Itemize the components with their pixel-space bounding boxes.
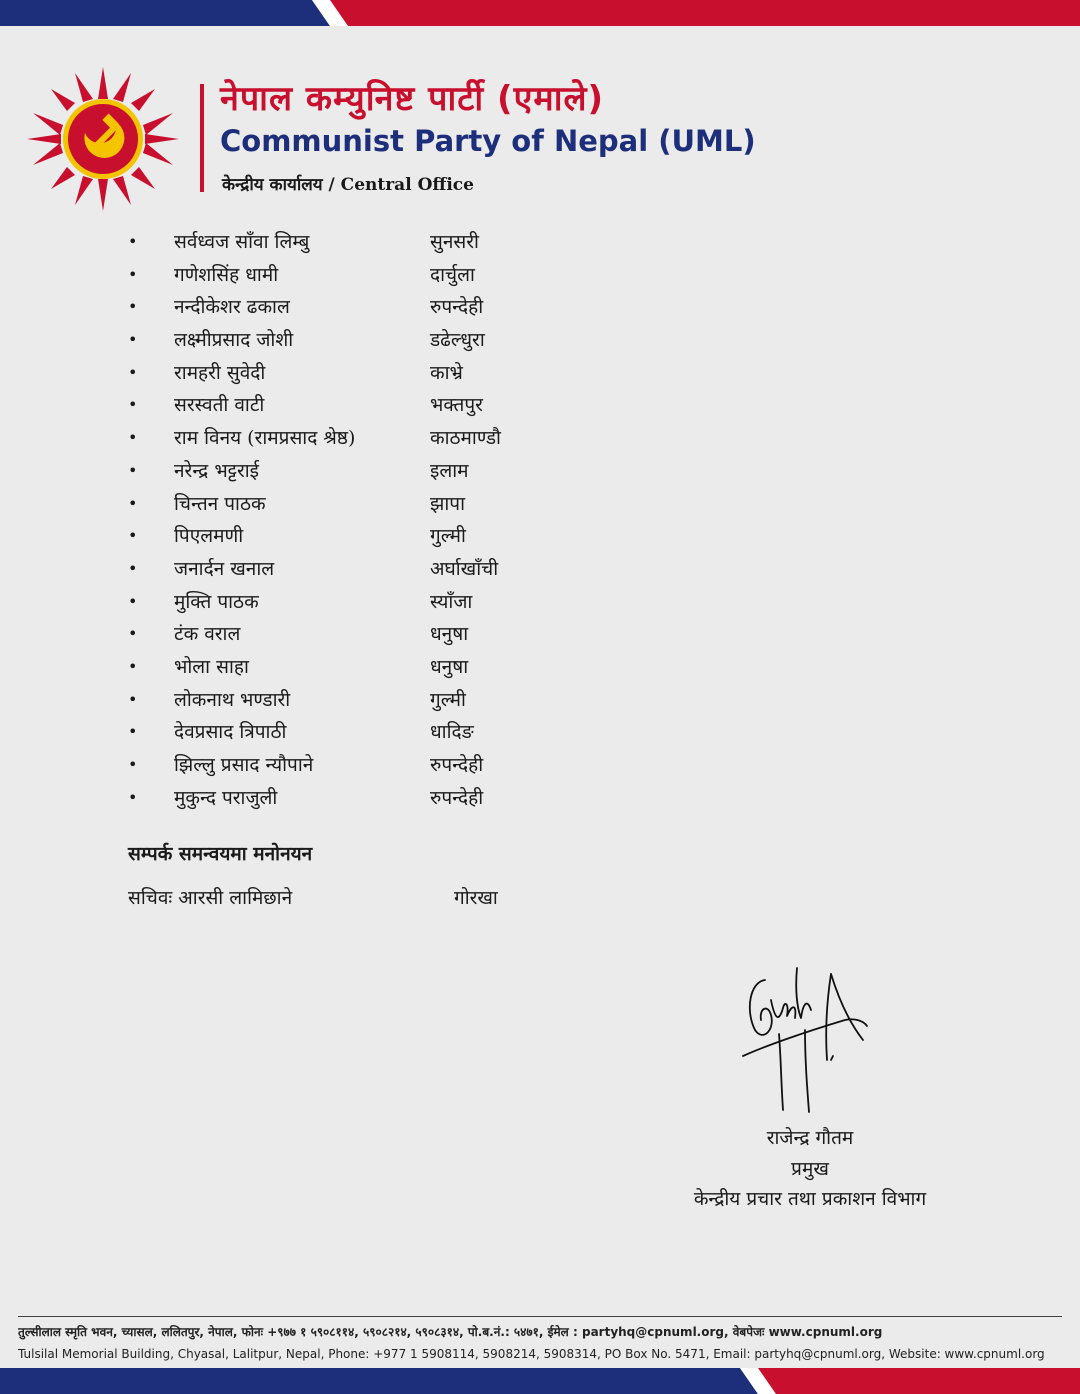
member-district: रुपन्देही	[430, 296, 484, 319]
member-district: रुपन्देही	[430, 754, 484, 776]
bullet-icon: •	[128, 526, 138, 546]
member-district: धनुषा	[430, 655, 469, 678]
member-name: लक्ष्मीप्रसाद जोशी	[174, 329, 294, 352]
member-name: मुकुन्द पराजुली	[174, 786, 278, 809]
member-name: राम विनय (रामप्रसाद श्रेष्ठ)	[174, 427, 356, 450]
member-district: रुपन्देही	[430, 786, 484, 809]
member-name: मुक्ति पाठक	[174, 590, 259, 613]
footer-address-english: Tulsilal Memorial Building, Chyasal, Lalitpur, Nepal, Phone: +977 1 5908114, 5908214, 5908314, PO Box No. 5471, Email: partyhq@cpnuml.org, Website: www.cpnuml.org	[18, 1347, 1045, 1361]
member-district: गुल्मी	[430, 525, 466, 548]
bullet-icon: •	[128, 656, 138, 676]
member-name: गणेशसिंह धामी	[174, 263, 279, 286]
member-name: सरस्वती वाटी	[174, 394, 265, 417]
bullet-icon: •	[128, 232, 138, 251]
member-name: टंक वराल	[174, 623, 241, 646]
member-name: झिल्लु प्रसाद न्यौपाने	[174, 754, 314, 776]
member-district: डढेल्धुरा	[430, 329, 485, 352]
party-name-english: Communist Party of Nepal (UML)	[220, 124, 756, 158]
office-label: केन्द्रीय कार्यालय / Central Office	[222, 175, 474, 195]
footer-address-nepali: तुल्सीलाल स्मृति भवन, च्यासल, ललितपुर, नेपाल, फोनः +९७७ १ ५९०८११४, ५९०८२१४, ५९०८३१४, पो.ब.नं.: ५४७१, ईमेल : partyhq@cpnuml.org, वेबपेजः www.cpnuml.org	[18, 1325, 883, 1339]
member-district: इलाम	[430, 459, 469, 482]
party-name-nepali: नेपाल कम्युनिष्ट पार्टी (एमाले)	[220, 79, 605, 119]
member-name: जनार्दन खनाल	[174, 557, 275, 580]
member-name: सर्वध्वज साँवा लिम्बु	[174, 231, 310, 253]
contact-entry	[128, 884, 548, 916]
contact-section-title: सम्पर्क समन्वयमा मनोनयन	[128, 843, 313, 865]
bullet-icon: •	[128, 755, 138, 774]
top-decorative-bar	[0, 0, 1080, 26]
bullet-icon: •	[128, 264, 138, 284]
bullet-icon: •	[128, 787, 138, 807]
party-emblem-logo	[24, 66, 182, 212]
member-district: काभ्रे	[430, 361, 463, 384]
contact-entry-district: गोरखा	[454, 887, 498, 909]
member-district: गुल्मी	[430, 688, 466, 711]
member-district: दार्चुला	[430, 263, 475, 286]
member-name: भोला साहा	[174, 655, 249, 678]
member-district: धादिङ	[430, 721, 474, 744]
bullet-icon: •	[128, 722, 138, 742]
member-district: झापा	[430, 492, 465, 515]
bullet-icon: •	[128, 591, 138, 611]
header-divider	[200, 84, 204, 192]
member-district: स्याँजा	[430, 590, 473, 613]
bullet-icon: •	[128, 395, 138, 415]
bullet-icon: •	[128, 330, 138, 350]
signatory-name: राजेन्द्र गौतम	[766, 1127, 854, 1149]
member-name: लोकनाथ भण्डारी	[174, 688, 291, 711]
member-district: सुनसरी	[430, 231, 479, 253]
member-name: रामहरी सुवेदी	[174, 361, 266, 384]
signatory-department: केन्द्रीय प्रचार तथा प्रकाशन विभाग	[693, 1188, 927, 1210]
bullet-icon: •	[128, 460, 138, 480]
member-district: काठमाण्डौ	[430, 427, 501, 450]
bullet-icon: •	[128, 362, 138, 382]
member-name: नन्दीकेशर ढकाल	[174, 296, 290, 319]
bullet-icon: •	[128, 428, 138, 448]
bottom-decorative-bar	[0, 1368, 1080, 1394]
footer-divider	[18, 1316, 1062, 1317]
member-name: देवप्रसाद त्रिपाठी	[174, 721, 287, 744]
handwritten-signature	[735, 960, 875, 1118]
member-district: भक्तपुर	[430, 394, 483, 417]
member-district: धनुषा	[430, 623, 469, 646]
member-district: अर्घाखाँची	[430, 557, 499, 580]
bullet-icon: •	[128, 493, 138, 513]
bullet-icon: •	[128, 297, 138, 317]
member-name: चिन्तन पाठक	[174, 492, 266, 515]
bullet-icon: •	[128, 624, 138, 644]
bullet-icon: •	[128, 689, 138, 709]
contact-entry-name: सचिवः आरसी लामिछाने	[128, 887, 293, 909]
member-name: नरेन्द्र भट्टराई	[174, 459, 259, 482]
bullet-icon: •	[128, 558, 138, 578]
signatory-role: प्रमुख	[791, 1158, 829, 1180]
member-name: पिएलमणी	[174, 525, 244, 548]
